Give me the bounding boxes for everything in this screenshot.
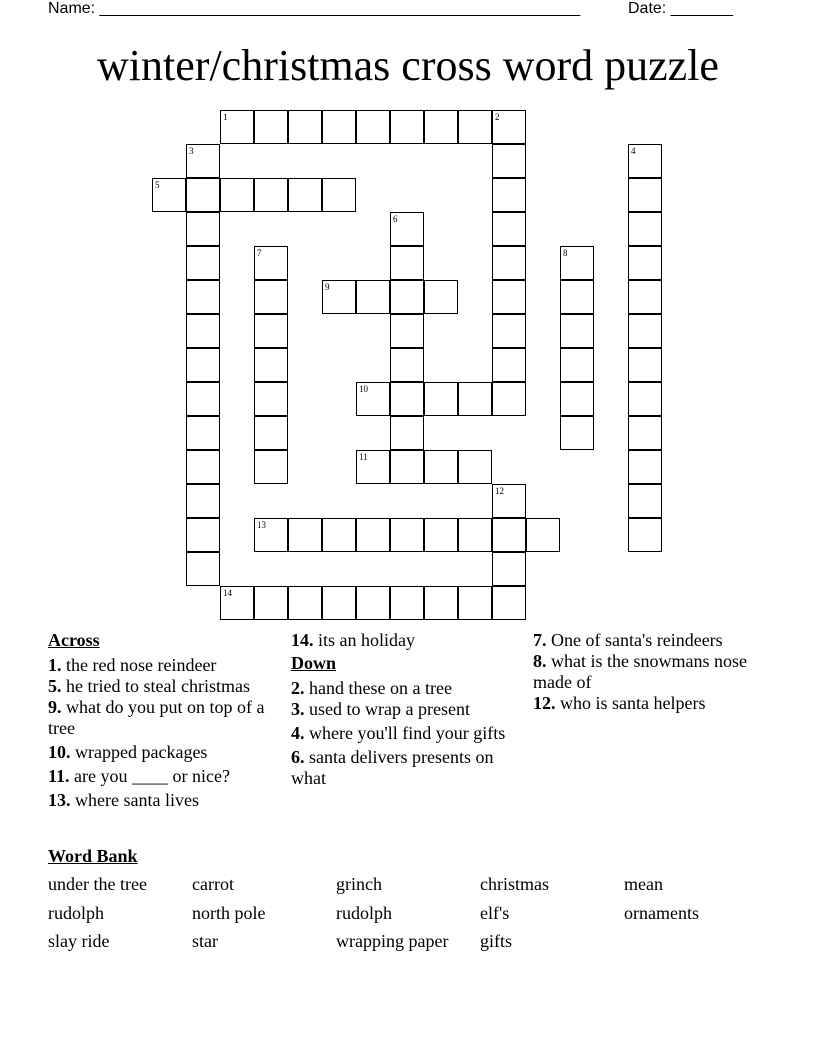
- grid-cell[interactable]: [186, 348, 220, 382]
- grid-cell[interactable]: [628, 518, 662, 552]
- word-bank-heading: Word Bank: [48, 846, 138, 866]
- grid-cell[interactable]: [254, 382, 288, 416]
- clue-down-4: 4. where you'll find your gifts: [291, 723, 506, 743]
- grid-cell[interactable]: [492, 280, 526, 314]
- grid-cell[interactable]: [390, 280, 424, 314]
- word-bank-item: carrot: [192, 874, 234, 894]
- grid-cell[interactable]: [254, 246, 288, 280]
- grid-cell[interactable]: [186, 450, 220, 484]
- clue-down-8: 8. what is the snowmans nose made of: [533, 651, 747, 692]
- grid-cell[interactable]: [254, 450, 288, 484]
- grid-cell[interactable]: [424, 450, 458, 484]
- header: [48, 0, 748, 20]
- word-bank-item: elf's: [480, 902, 510, 923]
- grid-cell[interactable]: [254, 348, 288, 382]
- grid-cell[interactable]: [390, 382, 424, 416]
- grid-cell[interactable]: [220, 110, 254, 144]
- grid-cell[interactable]: [458, 110, 492, 144]
- clues-column-2: [291, 630, 521, 789]
- clue-across-13: 13. where santa lives: [48, 790, 199, 810]
- grid-cell[interactable]: [424, 382, 458, 416]
- grid-cell[interactable]: [322, 518, 356, 552]
- grid-cell[interactable]: [492, 246, 526, 280]
- grid-cell[interactable]: [254, 416, 288, 450]
- grid-cell[interactable]: [492, 110, 526, 144]
- grid-cell[interactable]: [186, 144, 220, 178]
- grid-cell[interactable]: [186, 178, 220, 212]
- word-bank-item: grinch: [336, 874, 382, 894]
- grid-cell[interactable]: [186, 382, 220, 416]
- grid-cell[interactable]: [492, 144, 526, 178]
- grid-cell[interactable]: [628, 314, 662, 348]
- grid-cell[interactable]: [254, 518, 288, 552]
- grid-cell[interactable]: [492, 348, 526, 382]
- cell-number: 7: [257, 248, 262, 258]
- grid-cell[interactable]: [628, 212, 662, 246]
- grid-cell[interactable]: [390, 518, 424, 552]
- clue-down-2: 2. hand these on a tree: [291, 678, 452, 698]
- grid-cell[interactable]: [492, 586, 526, 620]
- word-bank-item: christmas: [480, 874, 549, 894]
- grid-cell[interactable]: [186, 246, 220, 280]
- grid-cell[interactable]: [424, 518, 458, 552]
- cell-number: 2: [495, 112, 500, 122]
- grid-cell[interactable]: [254, 178, 288, 212]
- grid-cell[interactable]: [424, 110, 458, 144]
- word-bank-item: wrapping paper: [336, 931, 449, 951]
- cell-number: 6: [393, 214, 398, 224]
- grid-cell[interactable]: [526, 518, 560, 552]
- grid-cell[interactable]: [356, 110, 390, 144]
- date-field[interactable]: Date: _______: [628, 0, 733, 17]
- cell-number: 12: [495, 486, 504, 496]
- word-bank-item: mean: [624, 874, 663, 894]
- grid-cell[interactable]: [322, 586, 356, 620]
- grid-cell[interactable]: [492, 314, 526, 348]
- grid-cell[interactable]: [458, 382, 492, 416]
- grid-cell[interactable]: [492, 178, 526, 212]
- down-heading: Down: [291, 653, 337, 673]
- clues-column-3: [533, 630, 773, 714]
- clues-column-1: [48, 630, 278, 811]
- grid-cell[interactable]: [492, 552, 526, 586]
- clue-across-14: 14. its an holiday: [291, 630, 415, 650]
- name-field[interactable]: Name: ______________________________________________________: [48, 0, 581, 17]
- word-bank-item: rudolph: [48, 902, 104, 923]
- grid-cell[interactable]: [322, 178, 356, 212]
- grid-cell[interactable]: [560, 382, 594, 416]
- cell-number: 5: [155, 180, 160, 190]
- word-bank: [48, 874, 768, 960]
- grid-cell[interactable]: [390, 348, 424, 382]
- word-bank-item: under the tree: [48, 874, 147, 894]
- grid-cell[interactable]: [254, 280, 288, 314]
- clue-down-3: 3. used to wrap a present: [291, 699, 470, 719]
- grid-cell[interactable]: [186, 484, 220, 518]
- grid-cell[interactable]: [492, 382, 526, 416]
- grid-cell[interactable]: [288, 110, 322, 144]
- grid-cell[interactable]: [492, 484, 526, 518]
- grid-cell[interactable]: [492, 212, 526, 246]
- grid-cell[interactable]: [220, 178, 254, 212]
- grid-cell[interactable]: [220, 586, 254, 620]
- grid-cell[interactable]: [186, 314, 220, 348]
- cell-number: 8: [563, 248, 568, 258]
- clue-down-12: 12. who is santa helpers: [533, 693, 706, 713]
- clue-down-7: 7. One of santa's reindeers: [533, 630, 723, 650]
- grid-cell[interactable]: [560, 246, 594, 280]
- clue-down-6: 6. santa delivers presents on what: [291, 747, 494, 788]
- word-bank-item: slay ride: [48, 931, 110, 951]
- grid-cell[interactable]: [152, 178, 186, 212]
- cell-number: 9: [325, 282, 330, 292]
- grid-cell[interactable]: [560, 280, 594, 314]
- grid-cell[interactable]: [560, 416, 594, 450]
- cell-number: 4: [631, 146, 636, 156]
- grid-cell[interactable]: [356, 450, 390, 484]
- grid-cell[interactable]: [628, 382, 662, 416]
- page-title: winter/christmas cross word puzzle: [97, 41, 719, 90]
- grid-cell[interactable]: [390, 586, 424, 620]
- clue-across-9: 9. what do you put on top of a tree: [48, 697, 265, 738]
- grid-cell[interactable]: [288, 586, 322, 620]
- grid-cell[interactable]: [186, 552, 220, 586]
- cell-number: 14: [223, 588, 232, 598]
- grid-cell[interactable]: [186, 280, 220, 314]
- clue-across-11: 11. are you ____ or nice?: [48, 766, 230, 786]
- across-heading: Across: [48, 630, 100, 650]
- grid-cell[interactable]: [390, 212, 424, 246]
- grid-cell[interactable]: [390, 314, 424, 348]
- grid-cell[interactable]: [628, 144, 662, 178]
- grid-cell[interactable]: [424, 586, 458, 620]
- grid-cell[interactable]: [186, 518, 220, 552]
- grid-cell[interactable]: [390, 416, 424, 450]
- grid-cell[interactable]: [458, 450, 492, 484]
- grid-cell[interactable]: [322, 280, 356, 314]
- word-bank-item: ornaments: [624, 902, 699, 923]
- grid-cell[interactable]: [390, 450, 424, 484]
- grid-cell[interactable]: [186, 212, 220, 246]
- grid-cell[interactable]: [356, 280, 390, 314]
- grid-cell[interactable]: [458, 586, 492, 620]
- grid-cell[interactable]: [322, 110, 356, 144]
- grid-cell[interactable]: [560, 314, 594, 348]
- grid-cell[interactable]: [628, 416, 662, 450]
- grid-cell[interactable]: [356, 382, 390, 416]
- grid-cell[interactable]: [628, 450, 662, 484]
- grid-cell[interactable]: [390, 110, 424, 144]
- word-bank-item: star: [192, 931, 218, 951]
- grid-cell[interactable]: [288, 518, 322, 552]
- grid-cell[interactable]: [492, 518, 526, 552]
- cell-number: 1: [223, 112, 228, 122]
- clue-across-5: 5. he tried to steal christmas: [48, 676, 250, 696]
- grid-cell[interactable]: [288, 178, 322, 212]
- cell-number: 3: [189, 146, 194, 156]
- grid-cell[interactable]: [628, 348, 662, 382]
- clue-across-10: 10. wrapped packages: [48, 742, 208, 762]
- grid-cell[interactable]: [254, 314, 288, 348]
- grid-cell[interactable]: [628, 246, 662, 280]
- word-bank-item: rudolph: [336, 902, 392, 923]
- grid-cell[interactable]: [356, 586, 390, 620]
- clue-across-1: 1. the red nose reindeer: [48, 655, 217, 675]
- grid-cell[interactable]: [356, 518, 390, 552]
- grid-cell[interactable]: [560, 348, 594, 382]
- grid-cell[interactable]: [254, 586, 288, 620]
- grid-cell[interactable]: [458, 518, 492, 552]
- grid-cell[interactable]: [186, 416, 220, 450]
- cell-number: 13: [257, 520, 266, 530]
- word-bank-item: gifts: [480, 931, 513, 951]
- cell-number: 10: [359, 384, 368, 394]
- grid-cell[interactable]: [390, 246, 424, 280]
- grid-cell[interactable]: [628, 484, 662, 518]
- grid-cell[interactable]: [628, 178, 662, 212]
- cell-number: 11: [359, 452, 368, 462]
- grid-cell[interactable]: [628, 280, 662, 314]
- word-bank-item: north pole: [192, 902, 266, 923]
- grid-cell[interactable]: [424, 280, 458, 314]
- grid-cell[interactable]: [254, 110, 288, 144]
